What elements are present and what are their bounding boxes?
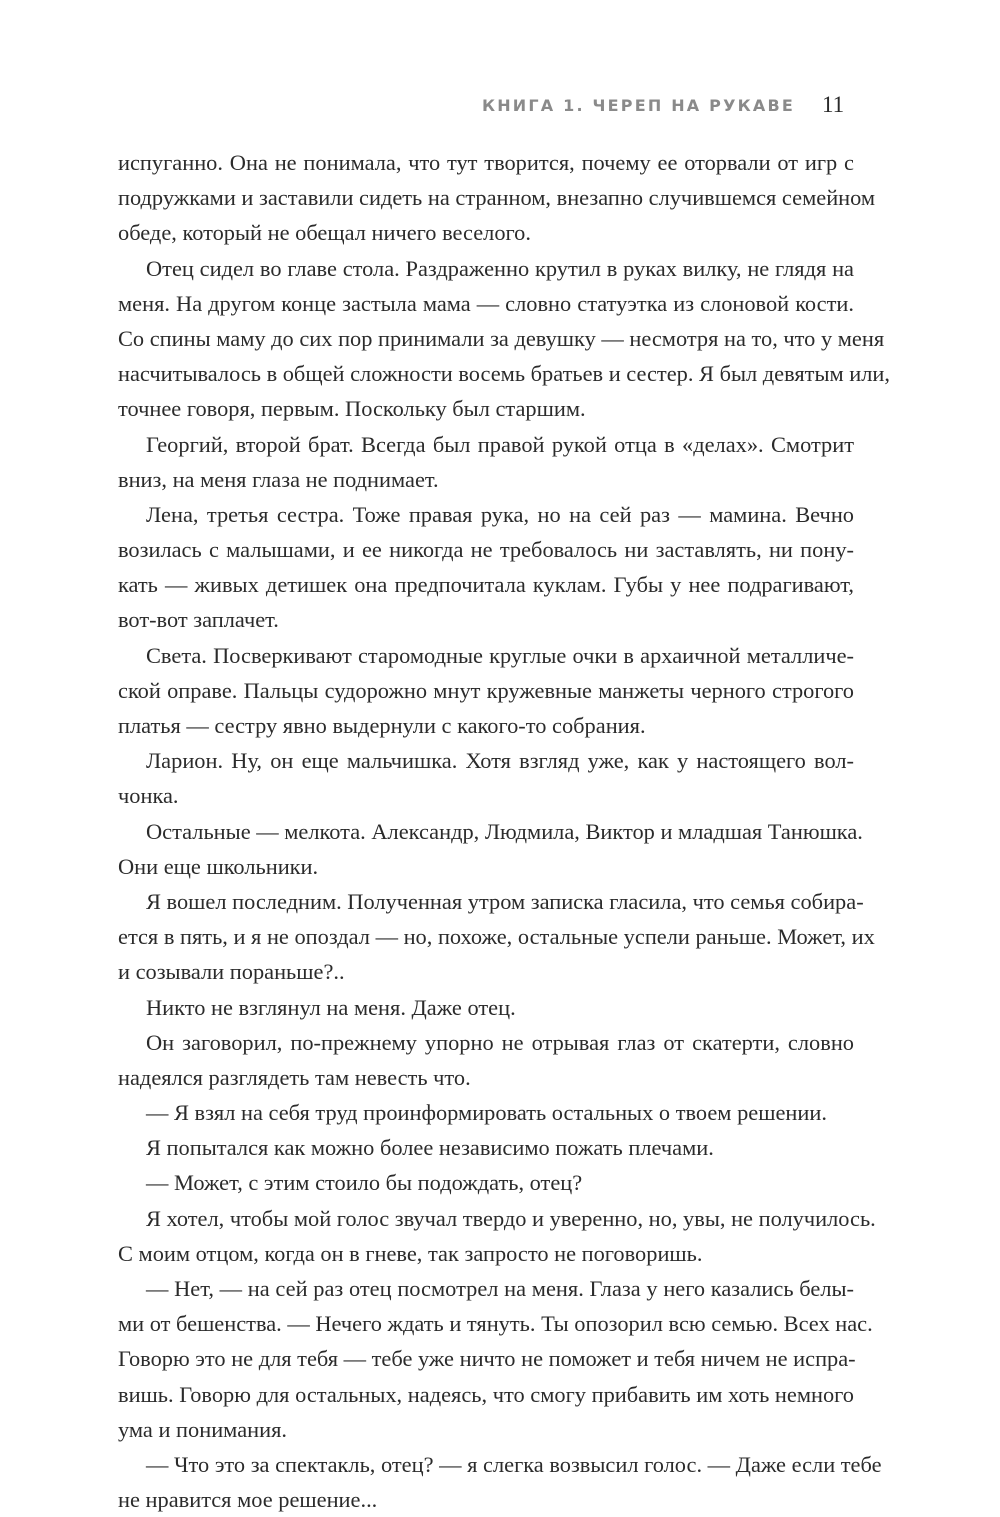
text-line: — Что это за спектакль, отец? — я слегка возвысил голос. — Даже если тебе: [146, 1451, 882, 1477]
text-line: Он заговорил, по-прежнему упорно не отрывая глаз от скатерти, словно: [146, 1029, 854, 1055]
text-line: вниз, на меня глаза не поднимает.: [118, 466, 439, 492]
text-line: Я попытался как можно более независимо пожать плечами.: [146, 1135, 714, 1161]
running-header: [0, 92, 1000, 122]
text-line: Они еще школьники.: [118, 853, 319, 879]
body-text: [118, 145, 891, 1517]
text-line: и созывали пораньше?..: [118, 959, 345, 985]
text-line: — Нет, — на сей раз отец посмотрел на меня. Глаза у него казались белы-: [146, 1276, 854, 1301]
text-line: Со спины маму до сих пор принимали за девушку — несмотря на то, что у меня: [118, 325, 885, 351]
text-line: — Может, с этим стоило бы подождать, отец?: [146, 1170, 583, 1196]
text-line: не нравится мое решение...: [118, 1487, 378, 1513]
text-line: чонка.: [118, 783, 179, 809]
running-title: КНИГА 1. ЧЕРЕП НА РУКАВЕ: [481, 96, 795, 115]
text-line: Остальные — мелкота. Александр, Людмила, Виктор и младшая Танюшка.: [146, 818, 863, 844]
text-line: Георгий, второй брат. Всегда был правой рукой отца в «делах». Смотрит: [146, 431, 854, 457]
text-line: надеялся разглядеть там невесть что.: [118, 1064, 471, 1090]
text-line: платья — сестру явно выдернули с какого-то собрания.: [118, 713, 646, 738]
text-line: Ларион. Ну, он еще мальчишка. Хотя взгляд уже, как у настоящего вол-: [146, 748, 854, 774]
text-line: Говорю это не для тебя — тебе уже ничто не поможет и тебя ничем не испра-: [118, 1346, 856, 1372]
text-line: С моим отцом, когда он в гневе, так запросто не поговоришь.: [118, 1240, 703, 1266]
text-line: вот-вот заплачет.: [118, 607, 279, 633]
text-line: ется в пять, и я не опоздал — но, похоже, остальные успели раньше. Может, их: [118, 924, 875, 950]
text-line: Я вошел последним. Полученная утром записка гласила, что семья собира-: [146, 888, 864, 914]
text-line: Отец сидел во главе стола. Раздраженно крутил в руках вилку, не глядя на: [146, 255, 854, 281]
text-line: вишь. Говорю для остальных, надеясь, что смогу прибавить им хоть немного: [118, 1381, 854, 1407]
text-line: точнее говоря, первым. Поскольку был старшим.: [118, 396, 586, 422]
text-line: Света. Посверкивают старомодные круглые очки в архаичной металличе-: [146, 642, 854, 668]
text-line: испуганно. Она не понимала, что тут творится, почему ее оторвали от игр с: [118, 150, 854, 175]
text-line: ума и понимания.: [118, 1416, 287, 1442]
text-line: Я хотел, чтобы мой голос звучал твердо и уверенно, но, увы, не получилось.: [146, 1205, 876, 1231]
text-line: меня. На другом конце застыла мама — словно статуэтка из слоновой кости.: [118, 290, 854, 316]
text-line: Лена, третья сестра. Тоже правая рука, но на сей раз — мамина. Вечно: [146, 501, 854, 527]
page-number: 11: [822, 92, 845, 117]
text-line: обеде, который не обещал ничего веселого.: [118, 220, 531, 246]
text-line: возилась с малышами, и ее никогда не требовалось ни заставлять, ни пону-: [118, 537, 854, 563]
text-line: ми от бешенства. — Нечего ждать и тянуть. Ты опозорил всю семью. Всех нас.: [118, 1311, 873, 1337]
text-line: кать — живых детишек она предпочитала куклам. Губы у нее подрагивают,: [118, 572, 854, 598]
text-line: насчитывалось в общей сложности восемь братьев и сестер. Я был девятым или,: [118, 361, 891, 387]
text-line: Никто не взглянул на меня. Даже отец.: [146, 994, 516, 1020]
text-line: ской оправе. Пальцы судорожно мнут кружевные манжеты черного строгого: [118, 677, 854, 703]
text-line: — Я взял на себя труд проинформировать остальных о твоем решении.: [146, 1100, 827, 1126]
text-line: подружками и заставили сидеть на странном, внезапно случившемся семейном: [118, 185, 876, 211]
